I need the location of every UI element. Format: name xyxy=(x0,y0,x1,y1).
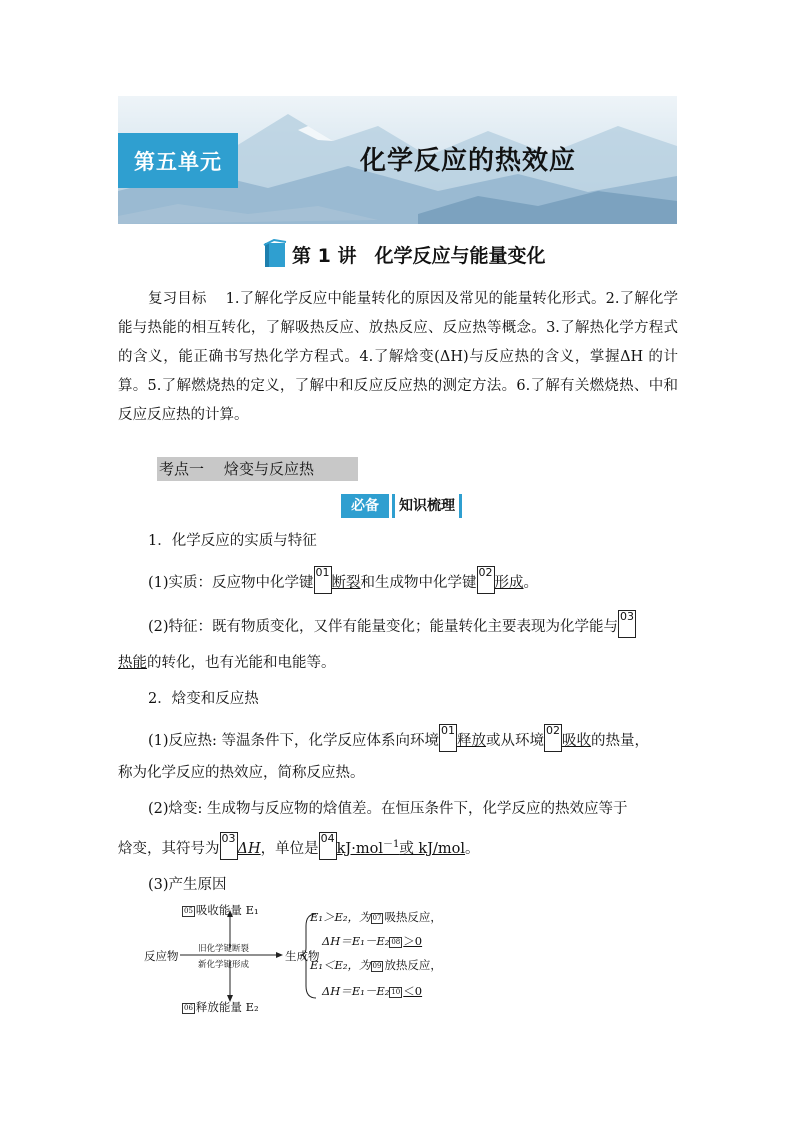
blank-number: 01 xyxy=(439,724,457,752)
s2-p2-line1: (2)焓变: 生成物与反应物的焓值差。在恒压条件下，化学反应的热效应等于 xyxy=(148,801,628,817)
case-2-a: ΔH＝E₁－E₂ xyxy=(322,934,390,948)
case-1-a: E₁＞E₂，为 xyxy=(310,910,371,924)
review-goals-lead: 复习目标 xyxy=(148,291,207,307)
s1-p1 xyxy=(148,566,538,594)
diagram-top xyxy=(182,903,259,917)
section-heading xyxy=(157,457,358,481)
s1-p2-line2 xyxy=(118,652,336,674)
case-3-b: 放热反应， xyxy=(384,958,442,972)
answer-text: 释放 xyxy=(457,733,487,749)
unit-label: 第五单元 xyxy=(118,133,238,188)
lesson-heading xyxy=(262,236,545,272)
answer-text: 热能 xyxy=(118,655,147,671)
knowledge-tag-label: 必备 xyxy=(341,494,389,518)
s2-heading: 2．焓变和反应热 xyxy=(148,691,259,707)
unit-title: 化学反应的热效应 xyxy=(360,146,577,176)
section-title: 焓变与反应热 xyxy=(224,460,315,478)
blank-number: 09 xyxy=(372,961,382,970)
lesson-name: 化学反应与能量变化 xyxy=(374,244,546,267)
review-goals-text: 1.了解化学反应中能量转化的原因及常见的能量转化形式。2.了解化学能与热能的相互转化，了解吸热反应、放热反应、反应热等概念。3.了解热化学方程式的含义，能正确书写热化学方程式。4.了解焓变(ΔH)与反应热的含义，掌握ΔH 的计算。5.了解燃烧热的定义，了解中和反应反应热的测定方法。6.了解有关燃烧热、中和反应反应热的计算。 xyxy=(118,291,679,423)
diagram-right: 生成物 xyxy=(285,949,320,963)
answer-text: ΔH xyxy=(237,841,261,857)
lesson-title xyxy=(292,241,545,268)
unit-text: kJ·mol xyxy=(336,841,383,857)
blank-number: 10 xyxy=(391,987,401,996)
case-3 xyxy=(310,958,442,972)
answer-text: 断裂 xyxy=(331,575,361,591)
case-1-b: 吸热反应， xyxy=(384,910,442,924)
diagram-arrow-bottom: 新化学键形成 xyxy=(198,960,250,970)
knowledge-tag-text: 知识梳理 xyxy=(392,494,462,518)
answer-text: 形成 xyxy=(494,575,524,591)
lesson-number: 第 1 讲 xyxy=(292,244,357,267)
knowledge-tag xyxy=(341,494,462,518)
review-goals xyxy=(118,285,678,430)
diagram-bottom-text: 释放能量 E₂ xyxy=(195,1000,259,1014)
unit-alt-text: 或 kJ/mol xyxy=(399,841,466,857)
energy-diagram xyxy=(140,896,460,1016)
s1-p1-e: 。 xyxy=(523,575,539,591)
s2-p2-line2 xyxy=(118,832,480,860)
s2-p1-line2: 称为化学反应的热效应，简称反应热。 xyxy=(118,765,365,781)
s2-p1-line1 xyxy=(148,724,649,752)
diagram-bottom xyxy=(182,1000,259,1014)
s1-p2-c: 的转化，也有光能和电能等。 xyxy=(147,655,336,671)
s2-p2-g: 。 xyxy=(465,841,480,857)
case-4-b: ＜0 xyxy=(403,984,423,998)
case-2 xyxy=(322,934,422,948)
s2-p1-e: 的热量， xyxy=(591,733,650,749)
blank-number: 02 xyxy=(477,566,495,594)
blank-number: 05 xyxy=(184,906,193,915)
s2-p1-a: (1)反应热: 等温条件下，化学反应体系向环境 xyxy=(148,733,440,749)
case-4 xyxy=(322,984,422,998)
s2-p2-d: ，单位是 xyxy=(260,841,319,857)
unit-superscript: －1 xyxy=(382,839,400,851)
s1-p2-line1 xyxy=(148,610,636,638)
blank-number: 02 xyxy=(544,724,562,752)
blank-number: 03 xyxy=(220,832,238,860)
s2-p3: (3)产生原因 xyxy=(148,877,227,893)
diagram-left: 反应物 xyxy=(144,949,179,963)
blank-number: 03 xyxy=(618,610,636,638)
case-1 xyxy=(310,910,442,924)
diagram-top-text: 吸收能量 E₁ xyxy=(195,903,259,917)
s2-p2-b: 焓变，其符号为 xyxy=(118,841,220,857)
s1-p2-a: (2)特征：既有物质变化，又伴有能量变化；能量转化主要表现为化学能与 xyxy=(148,619,619,635)
answer-text: 吸收 xyxy=(562,733,592,749)
s1-heading: 1．化学反应的实质与特征 xyxy=(148,533,317,549)
blank-number: 04 xyxy=(319,832,337,860)
diagram-arrow-top: 旧化学键断裂 xyxy=(198,944,250,954)
case-2-b: ＞0 xyxy=(403,934,423,948)
case-3-a: E₁＜E₂，为 xyxy=(310,958,371,972)
book-icon xyxy=(262,239,288,269)
blank-number: 06 xyxy=(184,1003,193,1012)
s1-p1-c: 和生成物中化学键 xyxy=(360,575,477,591)
answer-text xyxy=(337,841,465,857)
case-4-a: ΔH＝E₁－E₂ xyxy=(322,984,390,998)
s2-p1-c: 或从环境 xyxy=(486,733,545,749)
blank-number: 07 xyxy=(372,913,382,922)
section-label: 考点一 xyxy=(159,460,205,478)
blank-number: 08 xyxy=(391,937,401,946)
s1-p1-a: (1)实质：反应物中化学键 xyxy=(148,575,314,591)
blank-number: 01 xyxy=(314,566,332,594)
